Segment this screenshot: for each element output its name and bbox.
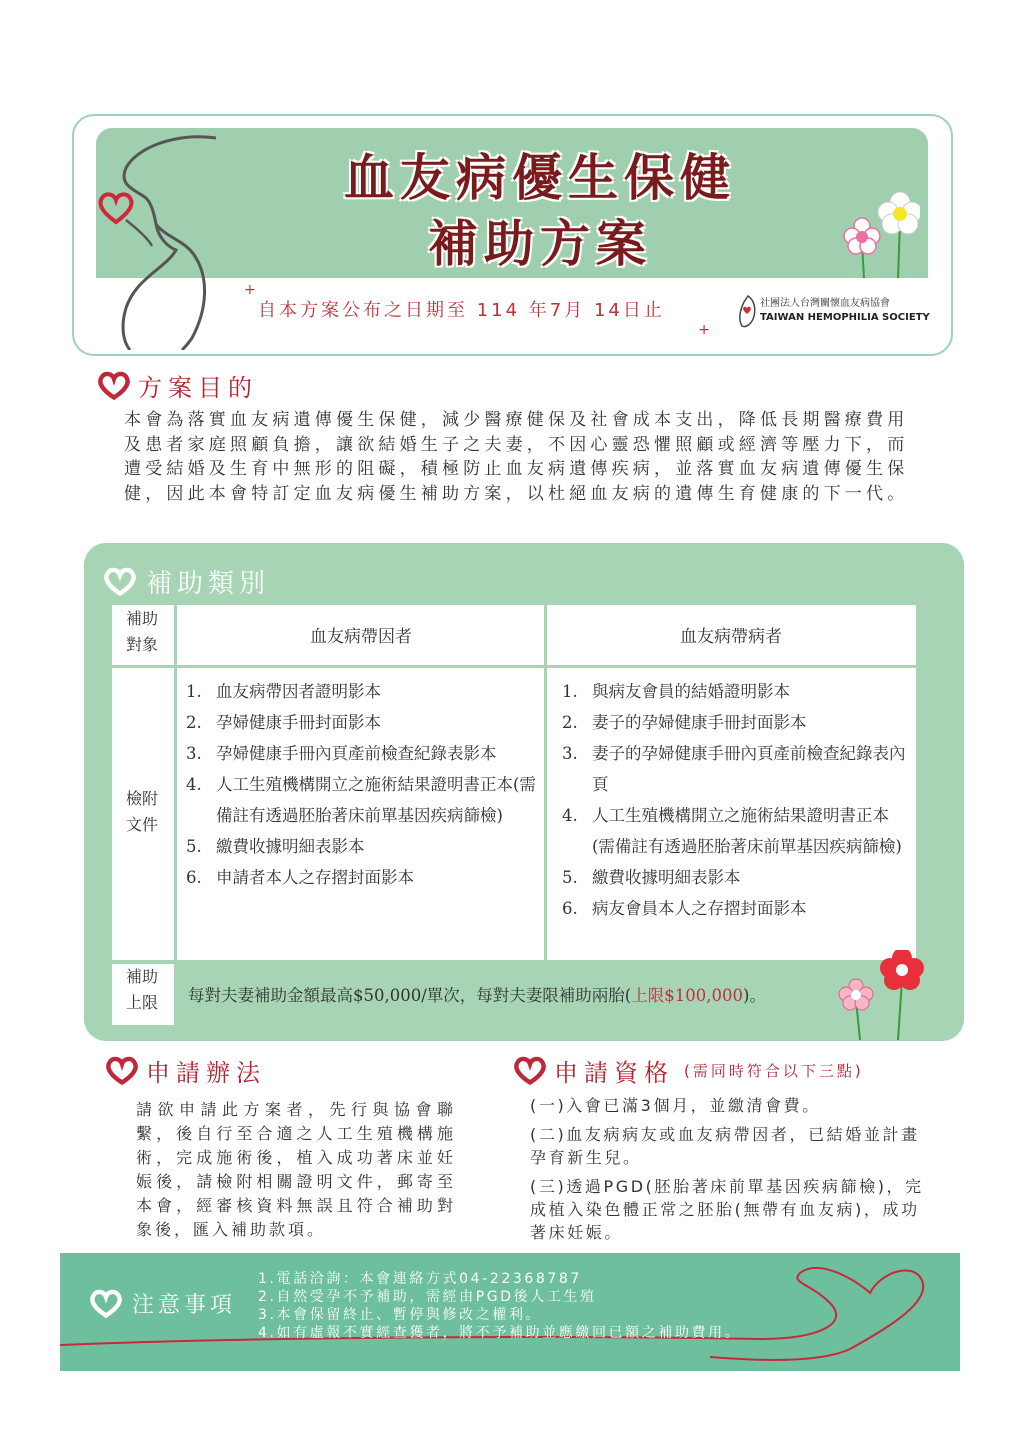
limit-divider: [112, 960, 918, 964]
qualify-heading-text: 申請資格: [554, 1059, 674, 1087]
carrier-docs-list: [186, 676, 538, 893]
heart-hand-icon: [96, 190, 136, 226]
date-range-banner: + +: [244, 282, 710, 338]
limit-text-main: 每對夫妻補助金額最高$50,000/單次，每對夫妻限補助兩胎(: [188, 986, 632, 1005]
heart-icon: [102, 567, 138, 597]
docs-label: 檢附 文件: [125, 789, 158, 834]
list-item-text: 申請者本人之存摺封面影本: [216, 868, 414, 887]
list-item-text: 妻子的孕婦健康手冊封面影本: [592, 713, 807, 732]
list-item-text: 繳費收據明細表影本: [216, 837, 365, 856]
purpose-heading-text: 方案目的: [138, 374, 258, 402]
list-item: 4.如有虛報不實經查獲者，將不予補助並應繳回已額之補助費用。: [258, 1325, 742, 1341]
list-item: [562, 738, 908, 800]
list-item-text: 繳費收據明細表影本: [592, 868, 741, 887]
list-item-number: 2.: [186, 713, 202, 732]
qualify-list: [530, 1094, 930, 1250]
list-item-text: 人工生殖機構開立之施術結果證明書正本(需備註有透過胚胎著床前單基因疾病篩檢): [592, 806, 902, 856]
list-item-number: 2.: [562, 713, 578, 732]
list-item-number: 5.: [186, 837, 202, 856]
list-item: (二)血友病病友或血友病帶因者，已結婚並計畫孕育新生兒。: [530, 1125, 920, 1167]
list-item: [562, 676, 908, 707]
list-item: [186, 862, 538, 893]
list-item: (一)入會已滿3個月，並繳清會費。: [530, 1096, 821, 1115]
list-item: [562, 707, 908, 738]
list-item: [562, 800, 908, 862]
page-title-line1: 血友病優生保健: [344, 148, 736, 207]
limit-text-end: )。: [742, 986, 766, 1005]
list-item: 3.本會保留終止、暫停與修改之權利。: [258, 1307, 543, 1323]
list-item: [186, 831, 538, 862]
list-item: [186, 707, 538, 738]
patient-docs-list: [562, 676, 908, 924]
col-head-carrier: 血友病帶因者: [310, 627, 412, 647]
label-column-divider: [174, 605, 177, 960]
org-name-zh: 社團法人台灣關懷血友病協會: [760, 298, 890, 309]
list-item-text: 與病友會員的結婚證明影本: [592, 682, 790, 701]
heart-icon: [88, 1289, 124, 1319]
notice-list: [258, 1270, 741, 1342]
heart-icon: [104, 1056, 140, 1086]
list-item-number: 4.: [186, 775, 202, 794]
qualify-heading: [512, 1053, 864, 1088]
list-item-text: 孕婦健康手冊封面影本: [216, 713, 381, 732]
red-flowers-icon: [832, 950, 928, 1042]
list-item-number: 5.: [562, 868, 578, 887]
subsidy-heading: [102, 563, 270, 600]
list-item: [186, 676, 538, 707]
list-item-text: 人工生殖機構開立之施術結果證明書正本(需備註有透過胚胎著床前單基因疾病篩檢): [216, 775, 536, 825]
list-item-number: 4.: [562, 806, 578, 825]
date-range-text: 自本方案公布之日期至 114 年7月 14日止: [258, 300, 665, 321]
list-item-number: 1.: [186, 682, 202, 701]
taiwan-map-icon: [736, 294, 758, 330]
list-item-text: 病友會員本人之存摺封面影本: [592, 899, 807, 918]
limit-highlight: 上限$100,000: [631, 986, 743, 1005]
apply-heading-text: 申請辦法: [146, 1059, 266, 1087]
purpose-body: 本會為落實血友病遺傳優生保健，減少醫療健保及社會成本支出，降低長期醫療費用及患者家庭照顧負擔，讓欲結婚生子之夫妻，不因心靈恐懼照顧或經濟等壓力下，而遭受結婚及生育中無形的阻礙，積極防止血友病遺傳疾病，並落實血友病遺傳優生保健，因此本會特訂定血友病優生補助方案，以杜絕血友病的遺傳生育健康的下一代。: [124, 410, 909, 504]
list-item: [562, 862, 908, 893]
purpose-heading: [96, 368, 258, 403]
notice-heading: [88, 1288, 236, 1319]
list-item: [186, 769, 538, 831]
qualify-note: (需同時符合以下三點): [684, 1062, 864, 1080]
list-item-text: 孕婦健康手冊內頁產前檢查紀錄表影本: [216, 744, 497, 763]
apply-heading: [104, 1053, 266, 1088]
limit-label: 補助 上限: [125, 967, 158, 1012]
list-item-text: 血友病帶因者證明影本: [216, 682, 381, 701]
list-item: [562, 893, 908, 924]
list-item-text: 妻子的孕婦健康手冊內頁產前檢查紀錄表內頁: [592, 744, 906, 794]
heart-icon: [96, 371, 132, 401]
org-name-en: TAIWAN HEMOPHILIA SOCIETY: [760, 312, 930, 323]
apply-body: 請欲申請此方案者，先行與協會聯繫，後自行至合適之人工生殖機構施術，完成施術後，植入成功著床並妊娠後，請檢附相關證明文件，郵寄至本會，經審核資料無誤且符合補助對象後，匯入補助款項。: [136, 1100, 456, 1239]
row-divider: [112, 665, 918, 668]
limit-text: [188, 982, 766, 1006]
column-divider: [544, 596, 547, 960]
notice-heading-text: 注意事項: [132, 1293, 237, 1318]
list-item-number: 6.: [186, 868, 202, 887]
page-title-line2: 補助方案: [428, 214, 652, 273]
list-item: (三)透過PGD(胚胎著床前單基因疾病篩檢)，完成植入染色體正常之胚胎(無帶有血友病)，成功著床妊娠。: [530, 1177, 924, 1242]
list-item-number: 6.: [562, 899, 578, 918]
heart-icon: [512, 1056, 548, 1086]
list-item: 2.自然受孕不予補助，需經由PGD後人工生殖: [258, 1289, 597, 1305]
subsidy-heading-text: 補助類別: [146, 569, 271, 599]
list-item-number: 1.: [562, 682, 578, 701]
flowers-icon: [840, 190, 920, 282]
list-item-number: 3.: [562, 744, 578, 763]
target-label: 補助 對象: [125, 609, 158, 654]
list-item: [186, 738, 538, 769]
list-item-number: 3.: [186, 744, 202, 763]
list-item: 1.電話洽詢：本會連絡方式04-22368787: [258, 1271, 582, 1287]
col-head-patient: 血友病帶病者: [680, 627, 782, 647]
